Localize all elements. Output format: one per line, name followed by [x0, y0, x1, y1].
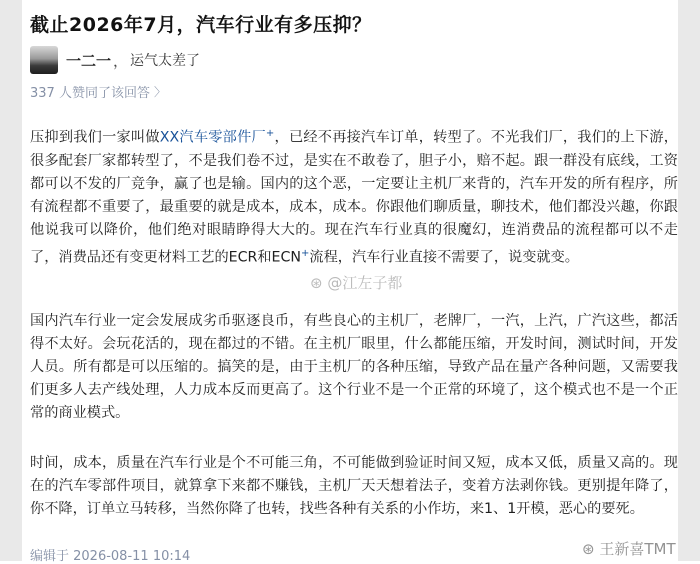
- answer-card: [22, 0, 678, 564]
- watermark-middle: ⊛ @江左子都: [310, 274, 403, 292]
- p1-text-start: 压抑到我们一家叫做: [30, 129, 160, 146]
- author-row: [30, 44, 200, 76]
- edited-timestamp: 编辑于 2026-08-11 10:14: [30, 549, 191, 564]
- upvote-count: 337 人赞同了该回答: [30, 86, 150, 101]
- author-name[interactable]: 一二一: [66, 51, 112, 70]
- frame-left: [0, 0, 22, 561]
- frame-right: [678, 0, 700, 561]
- upvote-count-link[interactable]: [30, 82, 166, 101]
- weibo-icon: ⊛: [582, 540, 595, 558]
- author-bio: 运气太差了: [130, 53, 201, 69]
- answer-paragraph-2: 国内汽车行业一定会发展成劣币驱逐良币，有些良心的主机厂，老牌厂，一汽，上汽，广汽这些，都活得不太好。会玩花活的，现在都过的不错。在主机厂眼里，什么都能压缩，开发时间，测试时间，开发人员。所有都是可以压缩的。搞笑的是，由于主机厂的各种压缩，导致产品在量产各种问题，又需要我们更多人去产线处理，人力成本反而更高了。这个行业不是一个正常的环境了，这个模式也不是一个正常的商业模式。: [30, 313, 678, 421]
- p1-text-end: 流程，汽车行业直接不需要了，说变就变。: [309, 249, 579, 266]
- answer-paragraph-3: 时间，成本，质量在汽车行业是个不可能三角，不可能做到验证时间又短，成本又低，质量又高的。现在的汽车零部件项目，就算拿下来都不赚钱，主机厂天天想着法子，变着方法剥你钱。更别提年降了，你不降，订单立马转移，当然你降了也转，找些各种有关系的小作坊，来1、1开模，恶心的要死。: [30, 455, 678, 517]
- link-plus-icon: +: [265, 128, 275, 139]
- question-title[interactable]: 截止2026年7月，汽车行业有多压抑？: [30, 14, 372, 36]
- chevron-right-icon: 〉: [153, 85, 166, 99]
- watermark-corner: ⊛ 王新喜TMT: [582, 540, 676, 558]
- link-plus-icon: +: [301, 247, 310, 259]
- ecn-term: ECN: [271, 249, 302, 266]
- p1-text-middle: ，已经不再接汽车订单，转型了。不光我们厂，我们的上下游，很多配套厂家都转型了，不是我们卷不过，是实在不敢卷了，胆子小，赔不起。跟一群没有底线，工资都可以不发的厂竞争，赢了也是输。国内的这个恶，一定要让主机厂来背的，汽车开发的所有程序，所有流程都不重要了，最重要的就是成本，成本，成本。你跟他们聊质量，聊技术，他们都没兴趣，你跟他说我可以降价，他们绝对眼睛睁得大大的。现在汽车行业真的很魔幻，连消费品的流程都可以不走了，消费品还有变更材料工艺的ECR和: [30, 129, 678, 266]
- author-separator: ，: [113, 51, 129, 70]
- weibo-icon: ⊛: [310, 274, 323, 292]
- avatar[interactable]: [30, 46, 58, 74]
- entity-link[interactable]: XX汽车零部件厂: [159, 129, 266, 146]
- answer-paragraph-1: [30, 122, 678, 269]
